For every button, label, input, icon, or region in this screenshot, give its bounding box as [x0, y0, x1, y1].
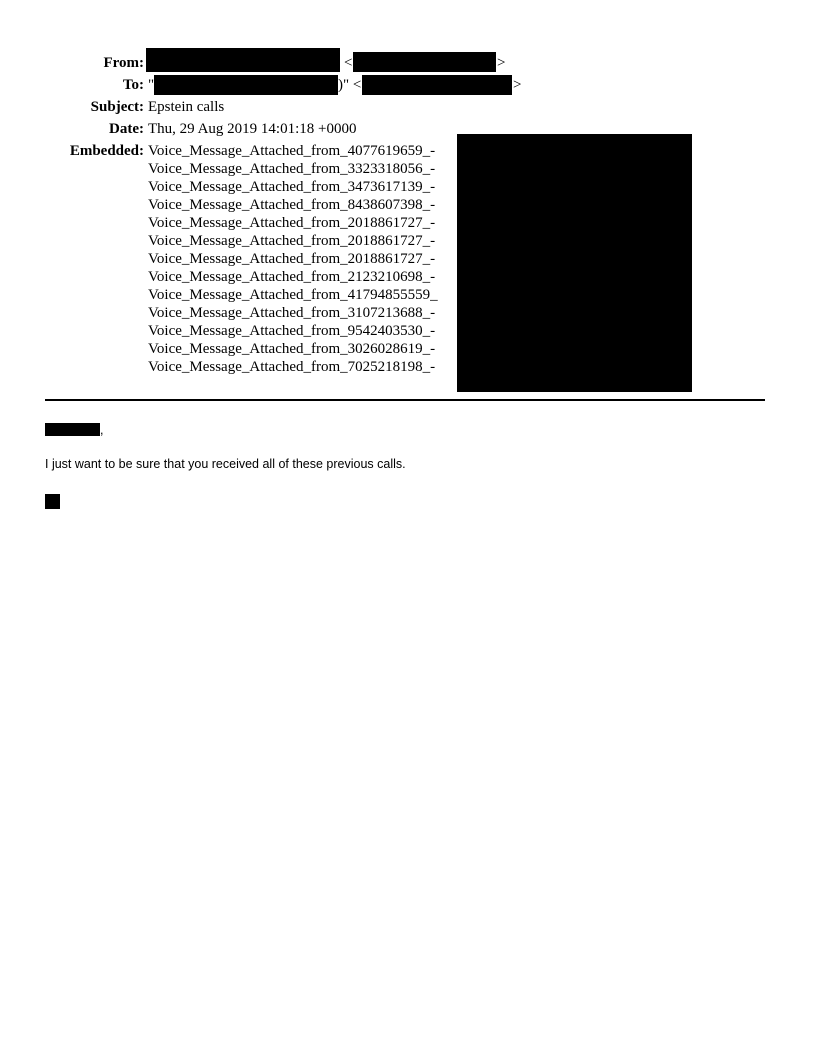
from-email-redaction	[353, 52, 496, 72]
attachments-redaction-block	[457, 134, 692, 392]
attachment-item[interactable]: Voice_Message_Attached_from_9542403530_-	[148, 323, 436, 339]
attachment-item[interactable]: Voice_Message_Attached_from_4077619659_-	[148, 143, 436, 159]
greeting-comma: ,	[100, 423, 104, 437]
from-email-open: <	[344, 55, 353, 71]
attachment-item[interactable]: Voice_Message_Attached_from_2018861727_-	[148, 251, 436, 267]
header-divider	[45, 399, 765, 401]
from-name-redaction	[146, 48, 340, 72]
recipient-name-redaction	[45, 423, 100, 436]
body-line: I just want to be sure that you received all of these previous calls.	[45, 457, 406, 471]
to-email-close: >	[513, 77, 522, 93]
from-label: From:	[103, 55, 144, 71]
to-email-open: )" <	[338, 77, 362, 93]
to-label: To:	[122, 77, 144, 93]
from-email-close: >	[497, 55, 506, 71]
to-open-quote: "	[148, 77, 155, 93]
attachment-item[interactable]: Voice_Message_Attached_from_2018861727_-	[148, 233, 436, 249]
attachment-item[interactable]: Voice_Message_Attached_from_3323318056_-	[148, 161, 436, 177]
subject-label: Subject:	[90, 99, 144, 115]
attachment-item[interactable]: Voice_Message_Attached_from_3026028619_-	[148, 341, 436, 357]
date-value: Thu, 29 Aug 2019 14:01:18 +0000	[148, 121, 357, 137]
attachment-item[interactable]: Voice_Message_Attached_from_8438607398_-	[148, 197, 436, 213]
attachment-item[interactable]: Voice_Message_Attached_from_2123210698_-	[148, 269, 436, 285]
to-email-redaction	[362, 75, 512, 95]
signature-redaction	[45, 494, 60, 509]
embedded-label: Embedded:	[69, 143, 144, 159]
attachment-item[interactable]: Voice_Message_Attached_from_2018861727_-	[148, 215, 436, 231]
attachment-item[interactable]: Voice_Message_Attached_from_3107213688_-	[148, 305, 436, 321]
subject-value: Epstein calls	[148, 99, 225, 115]
attachment-item[interactable]: Voice_Message_Attached_from_3473617139_-	[148, 179, 436, 195]
to-name-redaction	[154, 75, 338, 95]
date-label: Date:	[109, 121, 144, 137]
attachment-item[interactable]: Voice_Message_Attached_from_7025218198_-	[148, 359, 436, 375]
attachment-item[interactable]: Voice_Message_Attached_from_41794855559_	[148, 287, 438, 303]
